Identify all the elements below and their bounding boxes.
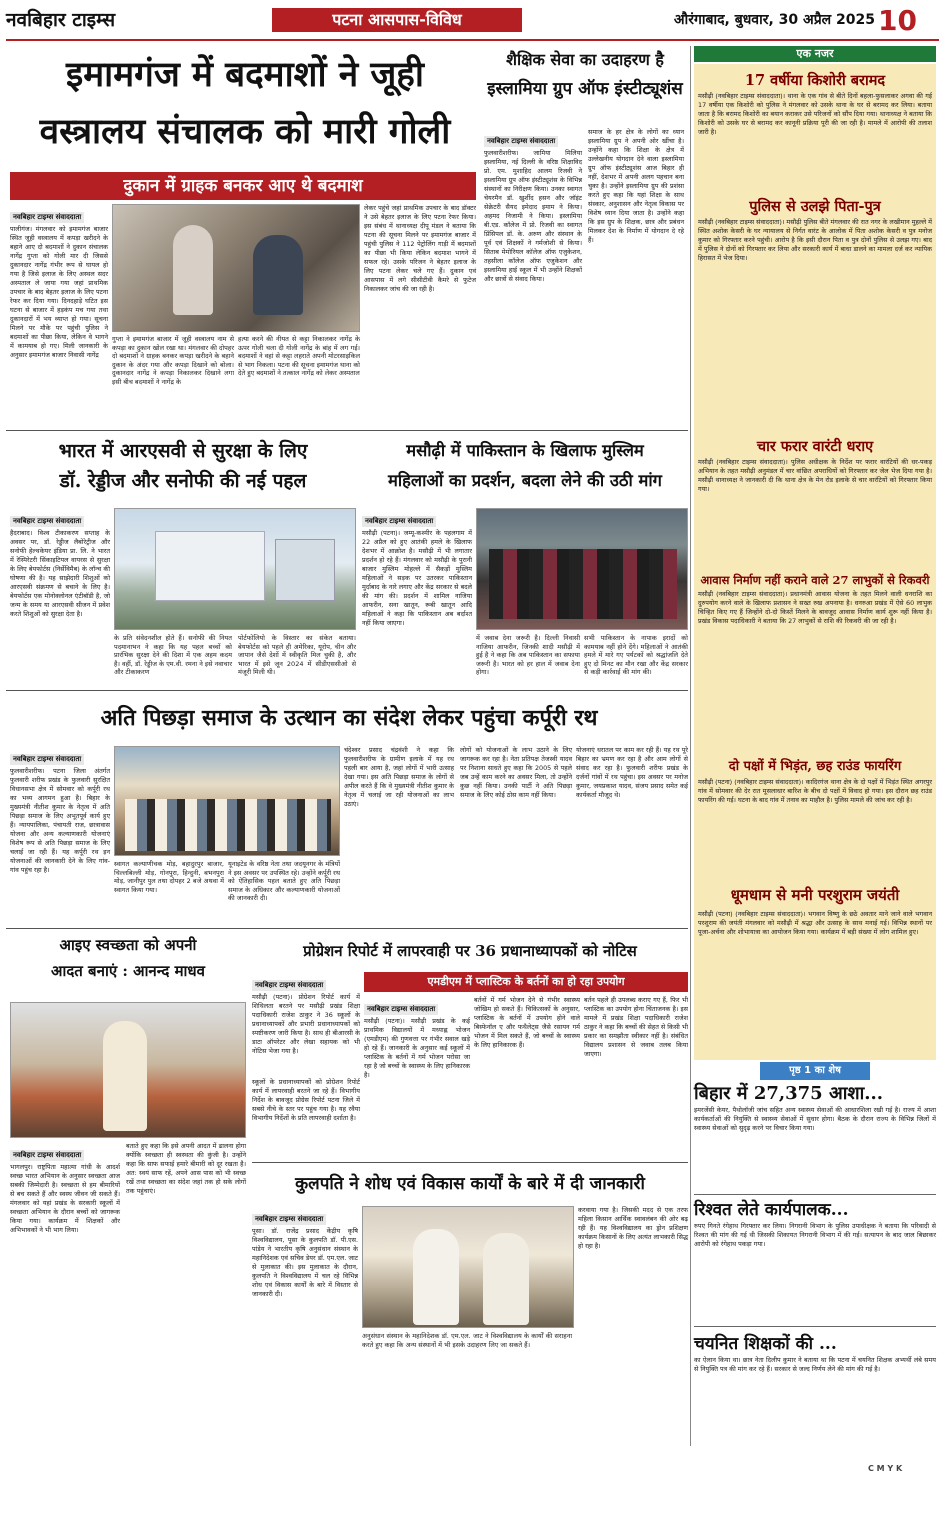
research-text-2: अनुसंधान संस्थान के महानिदेशक डॉ. एम.एल. जाट ने विश्वविद्यालय के कार्यों की सराहना करते हुए कहा कि अन्य संस्थानों में भी इसके उदाहरण लिए जा सकते हैं। — [362, 1332, 572, 1349]
person-figure — [413, 1229, 459, 1325]
karpoori-column-4 — [344, 746, 454, 922]
lead-text-1: पालीगंज। मंगलवार को इमामगंज बाजार स्थित जूही वस्त्रालय में कपड़ा खरीदने के बहाने आए दो बदमाशों ने दुकान संचालक नागेंद्र गुप्ता को गोली मार दी जिससे दुकानदार नागेंद्र गंभीर रूप से घायल हो गया है जिसे इलाज के लिए अस्थल सदर अस्पताल ले जाया गया जहां प्राथमिक उपचार के बाद बेहतर इलाज के लिए पटना रेफर कर दिया गया। दिनदहाड़े घटित इस घटना से बाजार में हड़कंप मच गया तथा दुकानदारों में भय व्याप्त हो गया। सूचना मिलने पर मौके पर पहुंची पुलिस ने बदमाशों का पीछा किया, लेकिन वे भागने में कामयाब हो गए। मिली जानकारी के अनुसार इमामगंज बाजार निवासी नागेंद्र — [10, 225, 108, 359]
research-column-1 — [252, 1206, 358, 1442]
protest-headline-line1: मसौढ़ी में पाकिस्तान के खिलाफ मुस्लिम — [406, 441, 644, 460]
edu-headline-block — [486, 48, 684, 130]
swachh-headline-block — [10, 932, 246, 1002]
person-figure-2 — [253, 235, 303, 315]
progress-headline: प्रोग्रेशन रिपोर्ट में लापरवाही पर 36 प्रधानाध्यापकों को नोटिस — [303, 942, 637, 960]
section-banner — [272, 8, 522, 32]
front-ref-headline: बिहार में 27,375 आशा... — [694, 1083, 884, 1104]
sidebar-item-text: मसौढ़ी (नवबिहार टाइम्स संवाददाता)। थाना के एक गांव से बीते दिनों बहला-फुसलाकर अगवा की गई 17 वर्षीया एक किशोरी को पुलिस ने मंगलवार को उसके थाना के घर से बरामद कर लिया। बताया जाता है कि बरामद किशोरी का बयान कराकर उसे परिजनों को सौंप दिया गया। थानाध्यक्ष ने बताया कि किशोरी को उसके घर से बरामद कर कानूनी प्रक्रिया पूरी की जा रही है। मामले में आरोपी की तलाश जारी है। — [698, 92, 932, 136]
page-number: 10 — [878, 4, 917, 37]
sidebar-label: एक नजर — [796, 47, 834, 60]
progress-text-1: मसौढ़ी (पटना)। प्रोग्रेशन रिपोर्ट कार्य में शिथिलता बरतने पर मसौढ़ी प्रखंड शिक्षा पदाधिकारी राजेश ठाकुर ने 36 स्कूलों के प्रधानाध्यापकों और प्रभारी प्रधानाध्यापकों को स्पष्टीकरण जारी किया है। साथ ही बीआरसी के डाटा ऑपरेटर और लेखा सहायक को भी नोटिस भेजा गया है। — [252, 993, 360, 1055]
protest-text-2: में जवाब देना जरूरी है। दिल्ली निवासी नाजिया आफरीन, जिनकी शादी मसौढ़ी में हुई है ने कहा कि अब पाकिस्तान का सफाया जरूरी है। भारत को हर हाल में जवाब देना होगा। — [476, 634, 580, 676]
swachh-photo — [10, 1002, 246, 1138]
health-headline-block — [10, 436, 356, 504]
swachh-headline-line1: आइए स्वच्छता को अपनी — [59, 936, 197, 954]
progress-headline-block — [252, 934, 688, 968]
sidebar-item-text: मसौढ़ी (नवबिहार टाइम्स संवाददाता)। मसौढ़ी पुलिस बीते मंगलवार की रात नगर के लखीमान मुहल्ले में स्थित अशोक केसरी के घर न्यायालय से निर्गत वारंट के आलोक में पिता अशोक केसरी व पुत्र मनोज कुमार को गिरफ्तार करने पहुंची। आरोप है कि इसी दौरान पिता व पुत्र दोनों पुलिस से उलझ गए। बाद में पुलिस ने दोनों को गिरफ्तार कर लिया और सरकारी कार्य में बाधा डालने का मामला दर्ज कर न्यायिक हिरासत में भेज दिया। — [698, 218, 932, 262]
swachh-text-2: बताते हुए कहा कि इसे अपनी आदत में ढालना होगा क्योंकि स्वच्छता ही स्वस्थता की कुंजी है। उन्होंने कहा कि साफ सफाई हमारे बीमारी को दूर रखता है। अत: स्वयं साफ रहें, अपने आस पास को भी स्वच्छ रखें तथा स्वच्छता का संदेश जहां तक हो सके लोगों तक पहुंचाएं। — [126, 1142, 246, 1195]
divider — [694, 1326, 936, 1327]
sidebar-item — [694, 570, 936, 720]
karpoori-byline: नवबिहार टाइम्स संवाददाता — [10, 754, 84, 765]
sidebar-divider — [690, 46, 691, 1446]
sidebar-panel — [694, 64, 936, 914]
health-photo — [114, 508, 356, 630]
sidebar-item-title: चार फरार वारंटी धराए — [756, 438, 874, 455]
research-text-3: करवाया गया है। जिसकी मदद से एक तरफ महिला किसान आर्थिक स्वावलंबन की ओर बढ़ रही हैं। यह विश्वविद्यालय का ड्रोन प्रशिक्षण कार्यक्रम किसानों के लिए अत्यंत लाभकारी सिद्ध हो रहा है। — [578, 1206, 688, 1250]
karpoori-photo — [114, 746, 340, 856]
person-figure — [173, 225, 213, 315]
front-ref-text: इमरजेंसी केयर, पैथोलॉजी जांच सहित अन्य स्वास्थ्य सेवाओं की आधारशिला रखी गई है। राज्य में आशा कार्यकर्ताओं की नियुक्ति से स्वास्थ्य सेवाओं में सुधार होगा। बैठक के दौरान राज्य के विभिन्न जिलों में स्वास्थ्य सेवाओं को सुदृढ़ करने पर विचार किया गया। — [694, 1106, 936, 1132]
divider — [6, 928, 688, 929]
sidebar-panel-2 — [694, 880, 936, 1060]
protest-text-3: सभी पाकिस्तान के नापाक इरादों को कामयाब नहीं होने देंगे। महिलाओं ने आतंकी हमले में मारे गए पर्यटकों को श्रद्धांजलि देते हुए दो मिनट का मौन रखा और केंद्र सरकार से कड़ी कार्रवाई की मांग की। — [584, 634, 688, 676]
sidebar-item-text: मसौढ़ी (पटना) (नवबिहार टाइम्स संवाददाता)। भगवान विष्णु के छठे अवतार माने जाने वाले भगवान परशुराम की जयंती मंगलवार को मसौढ़ी में श्रद्धा और उत्साह के साथ मनाई गई। विभिन्न स्थानों पर पूजा-अर्चना और शोभायात्रा का आयोजन किया गया। कार्यक्रम में बड़ी संख्या में लोग शामिल हुए। — [698, 910, 932, 936]
karpoori-column-1 — [10, 746, 110, 922]
lead-byline: नवबिहार टाइम्स संवाददाता — [10, 212, 84, 223]
karpoori-column-6 — [576, 746, 688, 922]
bribe-headline: रिश्वत लेते कार्यपालक... — [694, 1200, 849, 1220]
plastic-column-3 — [584, 996, 688, 1158]
bribe-text: रुपए गिनते रंगेहाथ गिरफ्तार कर लिया। निगरानी विभाग के पुलिस उपाधीक्षक ने बताया कि परिवादी से रिश्वत की मांग की गई थी जिसकी शिकायत निगरानी विभाग में की गई। सत्यापन के बाद जाल बिछाकर आरोपी को रंगेहाथ पकड़ा गया। — [694, 1222, 936, 1248]
lead-banner-text: दुकान में ग्राहक बनकर आए थे बदमाश — [123, 176, 363, 196]
teachers-headline: चयनित शिक्षकों की ... — [694, 1334, 837, 1354]
lead-banner — [10, 172, 476, 200]
health-headline-line2: डॉ. रेड्डीज और सनोफी की नई पहल — [59, 470, 307, 492]
sidebar-item — [694, 436, 936, 546]
edu-column-2 — [588, 128, 684, 426]
karpoori-text-1: फुलवारीशरीफ। पटना जिला अंतर्गत फुलवारी शरीफ प्रखंड के फुलवारी सुरक्षित विधानसभा क्षेत्र में सोमवार को कर्पूरी रथ का भव्य आगमन हुआ है। बिहार के मुख्यमंत्री नीतीश कुमार के नेतृत्व में अति पिछड़ा समाज के लिए अभूतपूर्व कार्य हुए हैं। न्यायपालिका, पंचायती राज, छात्रावास योजना और अन्य कल्याणकारी योजनाएं विशेष रूप से अति पिछड़ा समाज के लिए चलाई जा रही हैं। यह कर्पूरी रथ इन योजनाओं की जानकारी देने के लिए गांव-गांव पहुंच रहा है। — [10, 767, 110, 874]
swachh-headline-line2: आदत बनाएं : आनन्द माधव — [50, 962, 206, 980]
protest-headline-line2: महिलाओं का प्रदर्शन, बदला लेने की उठी मांग — [388, 471, 662, 490]
color-registration-marks — [868, 1456, 928, 1473]
health-text-1: हैदराबाद। विश्व टीकाकरण सप्ताह के अवसर पर, डॉ. रेड्डीज लैबोरेट्रीज और सनोफी हेल्थकेयर इंडिया प्रा. लि. ने भारत में रेस्पिरेटरी सिंकाइटियल वायरस से सुरक्षा के लिए बेयफोर्टस (निर्सेविमैब) के लॉन्च की घोषणा की है। यह साझेदारी शिशुओं को आरएसवी संक्रमण से बचाने के लिए है। बेयफोर्टस एक मोनोक्लोनल एंटीबॉडी है, जो जन्म के समय या आरएसवी सीजन में प्रवेश करते शिशुओं को सुरक्षा देता है। — [10, 529, 110, 618]
lead-photo-caption: गुप्ता ने इमामगंज बाजार में जूही वस्त्रालय नाम से कपड़ा का दुकान खोल रखा था। मंगलवार की दोपहर दो बदमाशों ने ग्राहक बनकर कपड़ा खरीदने के बहाने दुकान के अंदर गया और कपड़ा दिखाने को बोला। दुकानदार नागेंद्र ने कपड़ा निकालकर दिखाने लगा इसी बीच बदमाशों ने नागेंद्र के — [112, 335, 234, 386]
karpoori-text-6: योजनाएं धरातल पर काम कर रही हैं। यह रथ पूरे बिहार का भ्रमण कर रहा है और आम लोगों से संवाद कर रहा है। फुलवारी शरीफ प्रखंड के दर्जनों गांवों में रथ पहुंचा। इस अवसर पर मनोज कुमार, जयप्रकाश यादव, संजय प्रसाद समेत कई कार्यकर्ता मौजूद थे। — [576, 746, 688, 799]
protest-photo — [476, 508, 688, 630]
lead-headline-block — [10, 48, 480, 180]
building-shape — [155, 531, 265, 601]
crowd-shape — [489, 549, 677, 619]
teachers-block — [694, 1332, 936, 1444]
section-title: पटना आसपास-विविध — [332, 10, 462, 29]
protest-text-1: मसौढ़ी (पटना)। जम्मू-कश्मीर के पहलगाम में 22 अप्रैल को हुए आतंकी हमले के खिलाफ देशभर में आक्रोश है। मसौढ़ी में भी लगातार प्रदर्शन हो रहे हैं। मंगलवार को मसौढ़ी के पुरानी बाजार मुस्लिम मोहल्ले में सैकड़ों मुस्लिम महिलाओं ने सड़क पर उतरकर पाकिस्तान मुर्दाबाद के नारे लगाए और केंद्र सरकार से बदले की मांग की। प्रदर्शन में शामिल नाजिया आफरीन, सना खातून, रूबी खातून आदि महिलाओं ने कहा कि पाकिस्तान अब बर्दाश्त नहीं किया जाएगा। — [362, 529, 472, 627]
sidebar-item — [694, 196, 936, 436]
sidebar-item-text: मसौढ़ी (नवबिहार टाइम्स संवाददाता)। पुलिस अधीक्षक के निर्देश पर फरार वारंटियों की धर-पकड़ अभियान के तहत मसौढ़ी अनुमंडल में चार वांछित अपराधियों को गिरफ्तार कर जेल भेज दिया गया है। मसौढ़ी थानाध्यक्ष ने जानकारी दी कि थाना क्षेत्र के मेन रोड इलाके से चार वारंटियों को गिरफ्तार किया गया। — [698, 458, 932, 493]
progress-column-2 — [252, 1078, 360, 1158]
person-figure — [103, 1021, 147, 1131]
front-ref-label-box — [760, 1062, 870, 1080]
plastic-banner-text: एमडीएम में प्लास्टिक के बर्तनों का हो रहा उपयोग — [427, 975, 625, 988]
lead-headline-line1: इमामगंज में बदमाशों ने जूही — [66, 54, 424, 95]
edu-byline: नवबिहार टाइम्स संवाददाता — [484, 136, 558, 147]
plastic-text-3: बर्तन पहले ही उपलब्ध कराए गए हैं, फिर भी प्लास्टिक का उपयोग होना चिंताजनक है। इस मामले में प्रखंड शिक्षा पदाधिकारी राजेश ठाकुर ने कहा कि बच्चों की सेहत से किसी भी प्रकार का समझौता स्वीकार नहीं है। संबंधित विद्यालय प्रशासन से जवाब तलब किया जाएगा। — [584, 996, 688, 1058]
divider — [694, 1194, 936, 1195]
edu-column-1 — [484, 128, 582, 426]
person-figure-2 — [483, 1233, 529, 1325]
progress-byline: नवबिहार टाइम्स संवाददाता — [252, 980, 326, 991]
sidebar-item — [694, 70, 936, 166]
paper-name: नवबिहार टाइम्स — [6, 9, 116, 31]
health-text-2: के प्रति संवेदनशील होते हैं। सनोफी की नियत पदमानाभन ने कहा कि यह पहल बच्चों को प्रारंभिक सुरक्षा देने की दिशा में एक अहम कदम है। वहीं, डॉ. रेड्डीज के एम.वी. रमना ने इसे नवाचार और टीकाकरण — [114, 634, 232, 676]
sidebar-label-box — [694, 46, 936, 62]
swachh-column-1 — [10, 1142, 120, 1442]
protest-headline-block — [362, 436, 688, 504]
dateline: औरंगाबाद, बुधवार, 30 अप्रैल 2025 — [673, 12, 875, 28]
edu-text-2: समाज के हर क्षेत्र के लोगों का ध्यान इस्लामिया ग्रुप ने अपनी ओर खींचा है। उन्होंने कहा कि शिक्षा के क्षेत्र में उल्लेखनीय योगदान देने वाला इस्लामिया ग्रुप ऑफ इंस्टीट्यूशंस आज बिहार ही नहीं, देशभर में अपनी अलग पहचान बना चुका है। उन्होंने इस्लामिया ग्रुप की प्रशंसा करते हुए कहा कि यहां शिक्षा के साथ संस्कार, अनुशासन और नेतृत्व विकास पर विशेष ध्यान दिया जाता है। उन्होंने कहा कि इस ग्रुप के शिक्षक, छात्र और प्रबंधन मिलकर देश के निर्माण में योगदान दे रहे हैं। — [588, 128, 684, 244]
lead-column-2 — [364, 204, 476, 426]
sidebar-item-title: पुलिस से उलझे पिता-पुत्र — [749, 198, 881, 215]
lead-headline-line2: वस्त्रालय संचालक को मारी गोली — [39, 111, 451, 152]
bribe-block — [694, 1198, 936, 1298]
page-number-box — [878, 4, 917, 38]
color-marks-label: C M Y K — [868, 1464, 903, 1473]
research-byline: नवबिहार टाइम्स संवाददाता — [252, 1214, 326, 1225]
sidebar-item-title: धूमधाम से मनी परशुराम जयंती — [730, 886, 900, 904]
front-ref-block — [694, 1082, 936, 1192]
sidebar-item — [694, 756, 936, 886]
lead-column-1 — [10, 204, 108, 426]
plastic-text-1: मसौढ़ी (पटना)। मसौढ़ी प्रखंड के कई प्राथमिक विद्यालयों में मध्याह्न भोजन (एमडीएम) की गुणवत्ता पर गंभीर सवाल खड़े हो रहे हैं। जानकारी के अनुसार कई स्कूलों में प्लास्टिक के बर्तनों में गर्म भोजन परोसा जा रहा है जो बच्चों के स्वास्थ्य के लिए हानिकारक है। — [364, 1017, 470, 1079]
research-photo — [362, 1206, 574, 1328]
building-shape-2 — [275, 539, 335, 601]
sidebar-item-text: मसौढ़ी (नवबिहार टाइम्स संवाददाता)। प्रधानमंत्री आवास योजना के तहत मिलने वाली धनराशि का दुरुपयोग करने वाले के खिलाफ प्रशासन ने सख्त रुख अपनाया है। धनरुआ प्रखंड में ऐसे 60 लाभुक चिन्हित किए गए हैं जिन्होंने दो-दो किस्तें मिलने के बावजूद आवास निर्माण कार्य शुरू नहीं किया है। प्रखंड विकास पदाधिकारी ने बताया कि 27 लाभुकों से राशि की रिकवरी की जा रही है। — [698, 590, 932, 625]
edu-headline: इस्लामिया ग्रुप ऑफ इंस्टीट्यूशंस — [487, 79, 683, 99]
protest-byline: नवबिहार टाइम्स संवाददाता — [362, 516, 436, 527]
karpoori-headline: अति पिछड़ा समाज के उत्थान का संदेश लेकर पहुंचा कर्पूरी रथ — [100, 705, 598, 731]
swachh-byline: नवबिहार टाइम्स संवाददाता — [10, 1150, 84, 1161]
dateline-box — [595, 8, 875, 32]
sidebar-item-title: आवास निर्माण नहीं कराने वाले 27 लाभुकों से रिकवरी — [700, 573, 930, 587]
plastic-byline: नवबिहार टाइम्स संवाददाता — [364, 1004, 438, 1015]
plastic-banner — [364, 972, 688, 992]
karpoori-text-2: स्वागत कल्याणीचक मोड़, बहादुरपुर बाजार, चिल्लबिल्ली मोड़, गोनपुरा, हिन्दुनी, बभनपुरा मोड़, जानीपुर पुल तथा दोपहर 2 बजे अथवा में स्वागत किया गया। — [114, 860, 224, 894]
masthead-rule — [6, 39, 939, 41]
masthead-left — [6, 6, 206, 36]
edu-kicker: शैक्षिक सेवा का उदाहरण है — [506, 50, 664, 69]
swachh-column-2 — [126, 1142, 246, 1442]
karpoori-text-3: यूनाइटेड के वरिष्ठ नेता तथा जदयूनगर के मंत्रियों ने इस अवसर पर उपस्थित रहे। उन्होंने कर्पूरी रथ को ऐतिहासिक पहल बताते हुए अति पिछड़ा समाज के अधिकार और कल्याणकारी योजनाओं की जानकारी दी। — [228, 860, 340, 902]
divider — [6, 430, 688, 431]
karpoori-text-5: लोगों को योजनाओं के लाभ उठाने के लिए जागरूक कर रहा है। नेता प्रतिपक्ष तेजस्वी यादव पर निशाना साधते हुए कहा कि 2005 से पहले जब उन्हें काम करने का अवसर मिला, तो उन्होंने कुछ नहीं किया। उनकी पार्टी ने अति पिछड़ा समाज के लिए कोई ठोस काम नहीं किया। — [460, 746, 572, 799]
swachh-text-1: भागलपुर। राष्ट्रपिता महात्मा गांधी के आदर्श स्वच्छ भारत अभियान के अनुसार स्वच्छता आज सबकी जिम्मेदारी है। स्वच्छता से हम बीमारियों से बच सकते हैं और स्वस्थ जीवन जी सकते हैं। मंगलवार को यहां प्रखंड के सरकारी स्कूलों में स्वच्छता अभियान के दौरान बच्चों को जागरूक किया गया। कार्यक्रम में शिक्षकों और अभिभावकों ने भी भाग लिया। — [10, 1163, 120, 1234]
health-text-3: पोर्टफोलियो के विस्तार का संकेत बताया। बेयफोर्टस को पहले ही अमेरिका, यूरोप, चीन और जापान जैसे देशों में स्वीकृति मिल चुकी है, और भारत में इसे जून 2024 में सीडीएससीओ से मंजूरी मिली थी। — [238, 634, 356, 676]
research-headline: कुलपति ने शोध एवं विकास कार्यों के बारे में दी जानकारी — [295, 1174, 645, 1194]
lead-photo — [112, 204, 360, 332]
plastic-column-2 — [474, 996, 580, 1158]
health-byline: नवबिहार टाइम्स संवाददाता — [10, 516, 84, 527]
health-headline-line1: भारत में आरएसवी से सुरक्षा के लिए — [58, 440, 308, 462]
karpoori-column-5 — [460, 746, 572, 922]
sidebar-item-title: दो पक्षों में भिड़ंत, छह राउंड फायरिंग — [728, 759, 902, 774]
research-text-1: पूसा। डॉ. राजेंद्र प्रसाद केंद्रीय कृषि विश्वविद्यालय, पूसा के कुलपति डॉ. पी.एस. पांडेय ने भारतीय कृषि अनुसंधान संस्थान के महानिदेशक एवं सचिव डेयर डॉ. एम.एल. जाट से मुलाकात की। इस मुलाकात के दौरान, कुलपति ने विश्वविद्यालय में चल रहे विभिन्न शोध एवं विकास कार्यों के बारे में विस्तार से जानकारी दी। — [252, 1227, 358, 1298]
protest-column-1 — [362, 508, 472, 684]
front-ref-label: पृष्ठ 1 का शेष — [789, 1065, 841, 1076]
plastic-text-2: बर्तनों में गर्म भोजन देने से गंभीर स्वास्थ्य जोखिम हो सकते हैं। चिकित्सकों के अनुसार, प्लास्टिक के बर्तनों में उपयोग होने वाले बिस्फेनॉल ए और फथैलेट्स जैसे रसायन गर्म भोजन में मिल सकते हैं, जो बच्चों के स्वास्थ्य के लिए हानिकारक हैं। — [474, 996, 580, 1049]
teachers-text: का ऐलान किया था। छात्र नेता दिलीप कुमार ने बताया था कि पटना में चयनित शिक्षक अभ्यर्थी लंबे समय से नियुक्ति पत्र की मांग कर रहे हैं। सरकार से जल्द निर्णय लेने की मांग की गई है। — [694, 1356, 936, 1373]
edu-text-1: फुलवारीशरीफ। जामिया मिलिया इस्लामिया, नई दिल्ली के वरिष्ठ शिक्षाविद प्रो. एम. मुशाहिद आलम रिजवी ने इस्लामिया ग्रुप ऑफ इंस्टीट्यूशंस के विभिन्न संस्थानों का निरीक्षण किया। उनका स्वागत चेयरमैन डॉ. खुर्शीद हसन और जॉइंट सेक्रेटरी सैयद इमेदाद इमाम ने किया। अहमद निजामी ने किया। इस्लामिया बी.एड. कॉलेज में प्रो. रिजवी का स्वागत प्रिंसिपल डॉ. के. अरुण और संस्थान के पूर्व एवं शिक्षकों ने गर्मजोशी से किया। सिताब मेमोरियल कॉलेज ऑफ एजुकेशन, तहसीला कॉलेज ऑफ एजुकेशन और इस्लामिया हाई स्कूल में भी उन्होंने शिक्षकों और छात्रों से संवाद किया। — [484, 149, 582, 283]
health-column-1 — [10, 508, 110, 684]
progress-text-2: स्कूलों के प्रधानाध्यापकों को प्रोग्रेशन रिपोर्ट कार्य में लापरवाही बरतने जा रहे हैं। विभागीय निर्देश के बावजूद प्रोग्रेस रिपोर्ट पटना जिले में सबसे नीचे के स्तर पर पहुंच गया है। यह रवैया विभागीय निर्देशों के प्रति लापरवाही दर्शाता है। — [252, 1078, 360, 1122]
sidebar-item-title: 17 वर्षीया किशोरी बरामद — [744, 72, 886, 89]
lead-text-2: लेकर पहुंचे जहां प्राथमिक उपचार के बाद डॉक्टर ने उसे बेहतर इलाज के लिए पटना रेफर किया। इस संबंध में थानाध्यक्ष दीपू मंडल ने बताया कि पटना की सूचना मिलने पर इमामगंज बाजार में पहुंची पुलिस ने 112 पेट्रोलिंग गाड़ी में बदमाशों का पीछा भी किया लेकिन बदमाश भागने में सफल रहे। उसके परिजन ने बेहतर इलाज के लिए पटना लेकर चले गए हैं। दुकान एवं आसपास में लगे सीसीटीवी कैमरे से फुटेज निकालकर जांच की जा रही है। — [364, 204, 476, 293]
karpoori-text-4: चंदेश्वर प्रसाद चंद्रवंशी ने कहा कि फुलवारीशरीफ के ग्रामीण इलाके में यह रथ पहली बार आया है, जहां लोगों में भारी उत्साह देखा गया। इस अति पिछड़ा समाज के लोगों से अपील करते हैं कि वे मुख्यमंत्री नीतीश कुमार के नेतृत्व में चलाई जा रही योजनाओं का लाभ उठाएं। — [344, 746, 454, 808]
research-column-3 — [578, 1206, 688, 1442]
sidebar-item-text: मसौढ़ी (पटना) (नवबिहार टाइम्स संवाददाता)। कादिरगंज थाना क्षेत्र के दो पक्षों में भिड़ंत स्थित अगरपुर गांव में सोमवार की देर रात मूसलाधार बारिश के बीच दो पक्षों में विवाद हो गया। इस दौरान छह राउंड फायरिंग की गई। घटना के बाद गांव में तनाव का माहौल है। पुलिस मामले की जांच कर रही है। — [698, 778, 932, 804]
divider — [6, 690, 688, 691]
divider — [252, 1162, 688, 1163]
crowd-shape — [125, 799, 331, 851]
karpoori-headline-block — [10, 696, 688, 740]
lead-text-4: हत्या करने की नीयत से कट्टा निकालकर नागेंद्र के ऊपर गोली चला दी गोली नागेंद्र के बांह में लग गई। बदमाशों ने वहां से कट्टा लहराते अपनी मोटरसाइकिल से भाग निकला। पटना की सूचना इमामगंज थाना को देते हुए बदमाशों ने तत्काल नागेंद्र को लेकर अस्पताल — [238, 335, 360, 377]
research-headline-block — [252, 1166, 688, 1202]
plastic-column-1 — [364, 996, 470, 1158]
